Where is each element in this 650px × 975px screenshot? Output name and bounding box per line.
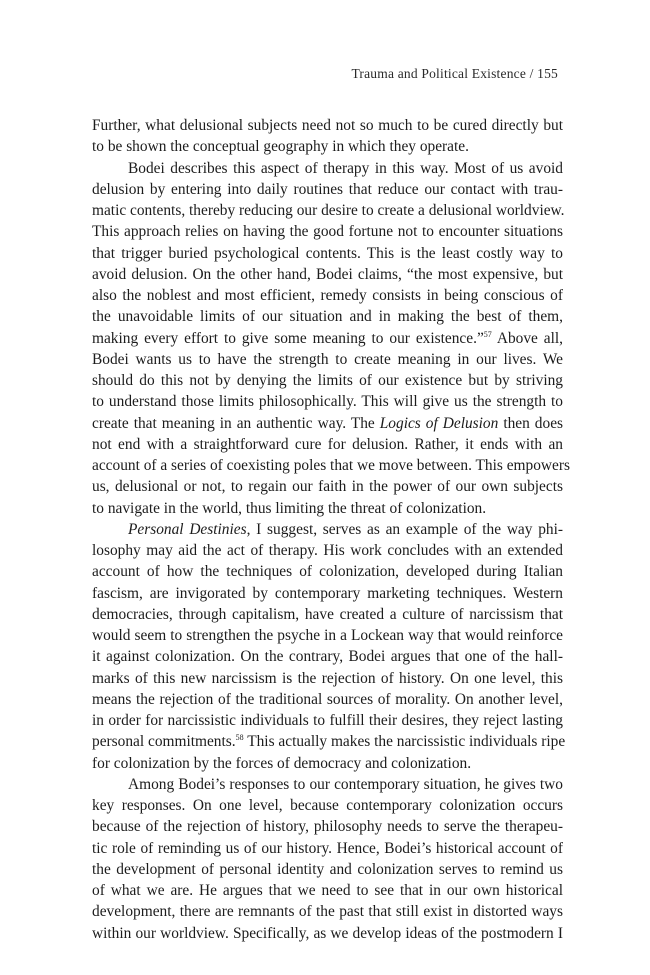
body-text	[92, 115, 570, 944]
text-line: that trigger buried psychological contents. This is the least costly way to	[92, 244, 563, 262]
text-line: also the noblest and most efficient, remedy consists in being conscious of	[92, 287, 563, 304]
text-line: matic contents, thereby reducing our desire to create a delusional worldview.	[92, 202, 565, 219]
text-line: the development of personal identity and colonization serves to remind us	[92, 860, 563, 878]
text-line: Further, what delusional subjects need not so much to be cured directly but	[92, 117, 563, 134]
text-line: means the rejection of the traditional sources of morality. On another level,	[92, 690, 563, 708]
text-line: to navigate in the world, thus limiting the threat of colonization.	[92, 499, 487, 517]
text-line: losophy may aid the act of therapy. His work concludes with an extended	[92, 542, 563, 559]
text-line: avoid delusion. On the other hand, Bodei claims, “the most expensive, but	[92, 265, 563, 283]
text-line: account of a series of coexisting poles that we move between. This empowers	[92, 457, 570, 474]
text-line	[92, 413, 563, 434]
text-line: Bodei wants us to have the strength to create meaning in our lives. We	[92, 350, 563, 368]
header-separator: /	[529, 66, 534, 81]
text-line: fascism, are invigorated by contemporary marketing techniques. Western	[92, 584, 563, 602]
text-line: because of the rejection of history, philosophy needs to serve the therapeu-	[92, 818, 563, 836]
text-line: to understand those limits philosophically. This will give us the strength to	[92, 393, 563, 411]
text-line: it against colonization. On the contrary, Bodei argues that one of the hall-	[92, 648, 563, 666]
line-text: Above all,	[491, 329, 564, 347]
line-text: create that meaning in an authentic way. The	[92, 414, 380, 432]
text-line: of what we are. He argues that we need to see that in our own historical	[92, 882, 563, 899]
text-line: the unavoidable limits of our situation and in making the best of them,	[92, 308, 563, 326]
text-line: account of how the techniques of colonization, developed during Italian	[92, 563, 563, 581]
text-line: us, delusional or not, to regain our faith in the power of our own subjects	[92, 478, 563, 496]
text-line: delusion by entering into daily routines that reduce our contact with trau-	[92, 180, 563, 198]
text-line: development, there are remnants of the past that still exist in distorted ways	[92, 903, 563, 921]
running-title: Trauma and Political Existence	[351, 66, 527, 81]
line-text: personal commitments.	[92, 733, 236, 751]
text-line: Among Bodei’s responses to our contemporary situation, he gives two	[128, 775, 563, 793]
text-line: should do this not by denying the limits of our existence but by striving	[92, 372, 563, 389]
text-line: to be shown the conceptual geography in which they operate.	[92, 138, 469, 156]
line-text: making every effort to give some meaning to our existence.”	[92, 329, 484, 347]
text-line: Bodei describes this aspect of therapy in this way. Most of us avoid	[128, 159, 563, 177]
text-line	[92, 519, 563, 540]
text-line	[92, 328, 563, 349]
footnote-ref: 57	[483, 329, 492, 339]
text-line: This approach relies on having the good fortune not to encounter situations	[92, 223, 563, 241]
italic-title: Personal Destinies	[128, 520, 247, 538]
line-text: , I suggest, serves as an example of the way phi-	[246, 520, 563, 538]
footnote-ref: 58	[235, 733, 244, 743]
line-text: This actually makes the narcissistic individuals ripe	[243, 733, 566, 751]
text-line: marks of this new narcissism is the rejection of history. On one level, this	[92, 669, 563, 687]
text-line: key responses. On one level, because contemporary colonization occurs	[92, 797, 563, 814]
text-line: democracies, through capitalism, have created a culture of narcissism that	[92, 605, 563, 623]
text-line: for colonization by the forces of democracy and colonization.	[92, 754, 472, 772]
running-header	[351, 66, 558, 82]
text-line	[92, 731, 566, 752]
line-text: then does	[498, 414, 564, 432]
page-number: 155	[537, 66, 558, 81]
text-line: in order for narcissistic individuals to fulfill their desires, they reject lasting	[92, 712, 563, 729]
text-line: tic role of reminding us of our history. Hence, Bodei’s historical account of	[92, 839, 563, 857]
text-line: within our worldview. Specifically, as we develop ideas of the postmodern I	[92, 924, 563, 942]
text-line: would seem to strengthen the psyche in a Lockean way that would reinforce	[92, 627, 563, 644]
italic-title: Logics of Delusion	[379, 414, 499, 432]
text-line: not end with a straightforward cure for delusion. Rather, it ends with an	[92, 435, 563, 453]
